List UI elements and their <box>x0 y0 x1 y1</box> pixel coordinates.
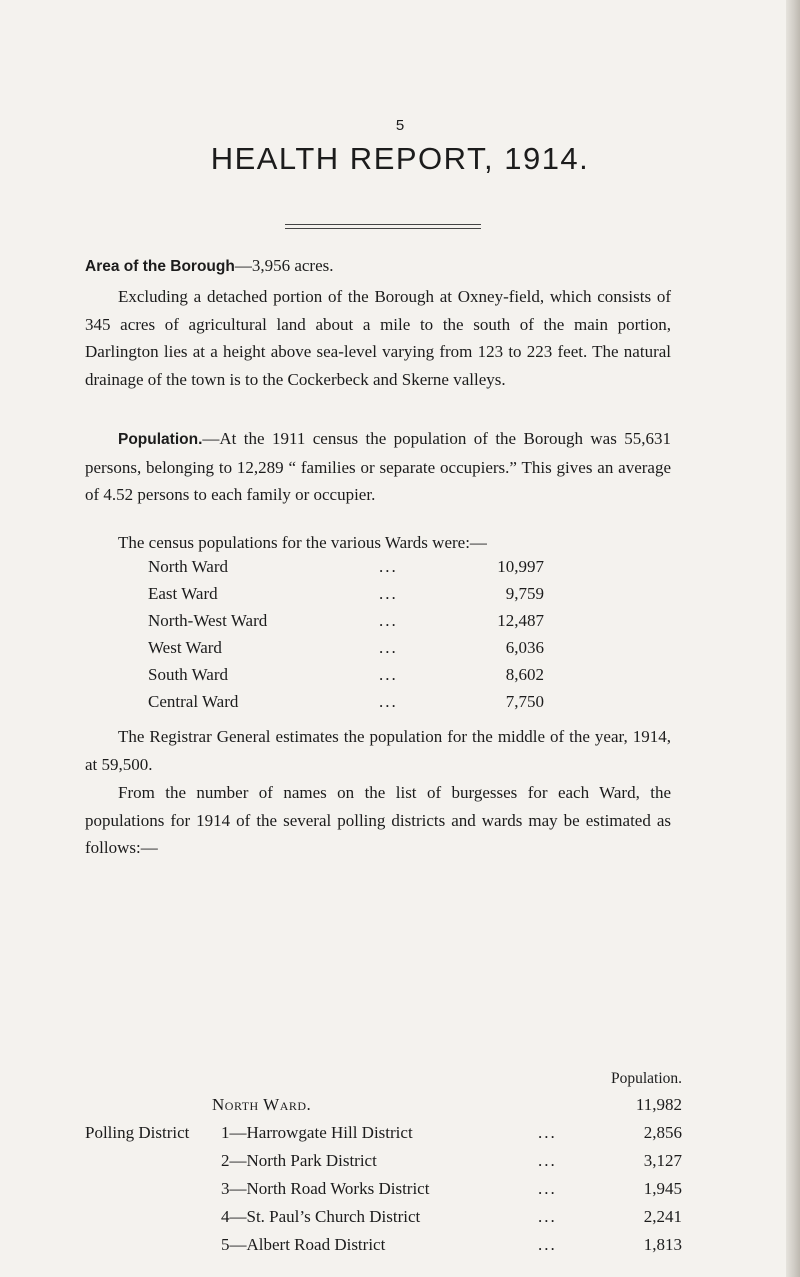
ward-row <box>148 665 568 689</box>
ward-leader-dots: ... <box>379 611 398 630</box>
district-name: 1—Harrowgate Hill District <box>221 1123 413 1142</box>
district-leader-dots: ... <box>538 1235 557 1254</box>
district-leader-dots: ... <box>538 1151 557 1170</box>
page-number: 5 <box>395 117 405 134</box>
polling-district-label: Polling District <box>85 1123 190 1142</box>
population-column-header: Population. <box>610 1070 682 1087</box>
registrar-paragraph: The Registrar General estimates the population for the middle of the year, 1914, at 59,500. <box>85 727 671 774</box>
ward-name: East Ward <box>148 584 218 603</box>
population-paragraph <box>85 425 671 509</box>
ward-population: 7,750 <box>505 692 544 711</box>
polling-district-row <box>0 1123 800 1147</box>
ward-name: West Ward <box>148 638 222 657</box>
district-name: 5—Albert Road District <box>221 1235 386 1254</box>
district-leader-dots: ... <box>538 1123 557 1142</box>
ward-row <box>148 611 568 635</box>
ward-name: North Ward <box>148 557 228 576</box>
district-leader-dots: ... <box>538 1179 557 1198</box>
ward-leader-dots: ... <box>379 557 398 576</box>
ward-population: 8,602 <box>505 665 544 684</box>
ward-row <box>148 638 568 662</box>
district-population: 3,127 <box>643 1151 682 1170</box>
ward-row <box>148 557 568 581</box>
title-double-rule <box>285 224 481 229</box>
district-population: 2,856 <box>643 1123 682 1142</box>
ward-name: South Ward <box>148 665 229 684</box>
district-name: 3—North Road Works District <box>221 1179 430 1198</box>
ward-leader-dots: ... <box>379 692 398 711</box>
ward-row <box>148 584 568 608</box>
polling-district-row <box>0 1235 800 1259</box>
ward-leader-dots: ... <box>379 665 398 684</box>
ward-name: North-West Ward <box>148 611 268 630</box>
area-lead: Area of the Borough <box>85 258 235 275</box>
polling-district-row <box>0 1207 800 1231</box>
area-paragraph: Excluding a detached portion of the Borough at Oxney-field, which consists of 345 acres of agricultural land about a mile to the south of the main portion, Darlington lies at a height above sea-level varying from 123 to 223 feet. The natural drainage of the town is to the Cockerbeck and Skerne valleys. <box>85 287 671 389</box>
district-population: 1,813 <box>643 1235 682 1254</box>
ward-population: 12,487 <box>497 611 544 630</box>
area-heading-line <box>85 252 671 281</box>
district-leader-dots: ... <box>538 1207 557 1226</box>
ward-population: 6,036 <box>505 638 544 657</box>
population-text: —At the 1911 census the population of the Borough was 55,631 persons, belonging to 12,289 “ families or separate occupiers.” This gives an average of 4.52 persons to each family or occupier. <box>85 429 671 504</box>
burgesses-paragraph: From the number of names on the list of burgesses for each Ward, the populations for 1914 of the several polling districts and wards may be estimated as follows:— <box>85 783 671 857</box>
ward-leader-dots: ... <box>379 584 398 603</box>
ward-population: 10,997 <box>497 557 544 576</box>
page-title: HEALTH REPORT, 1914. <box>210 141 590 176</box>
district-name: 2—North Park District <box>221 1151 377 1170</box>
area-value: —3,956 acres. <box>234 256 334 275</box>
polling-district-row <box>0 1151 800 1175</box>
ward-leader-dots: ... <box>379 638 398 657</box>
polling-district-row <box>0 1179 800 1203</box>
population-lead: Population. <box>118 431 203 448</box>
ward-row <box>148 692 568 716</box>
north-ward-row <box>0 1095 800 1119</box>
district-name: 4—St. Paul’s Church District <box>221 1207 421 1226</box>
district-population: 1,945 <box>643 1179 682 1198</box>
ward-population: 9,759 <box>505 584 544 603</box>
north-ward-total: 11,982 <box>635 1095 682 1114</box>
north-ward-title: North Ward. <box>212 1095 312 1114</box>
population-column-header-row <box>0 1070 800 1092</box>
wards-intro: The census populations for the various Wards were:— <box>118 533 487 552</box>
ward-name: Central Ward <box>148 692 239 711</box>
district-population: 2,241 <box>643 1207 682 1226</box>
